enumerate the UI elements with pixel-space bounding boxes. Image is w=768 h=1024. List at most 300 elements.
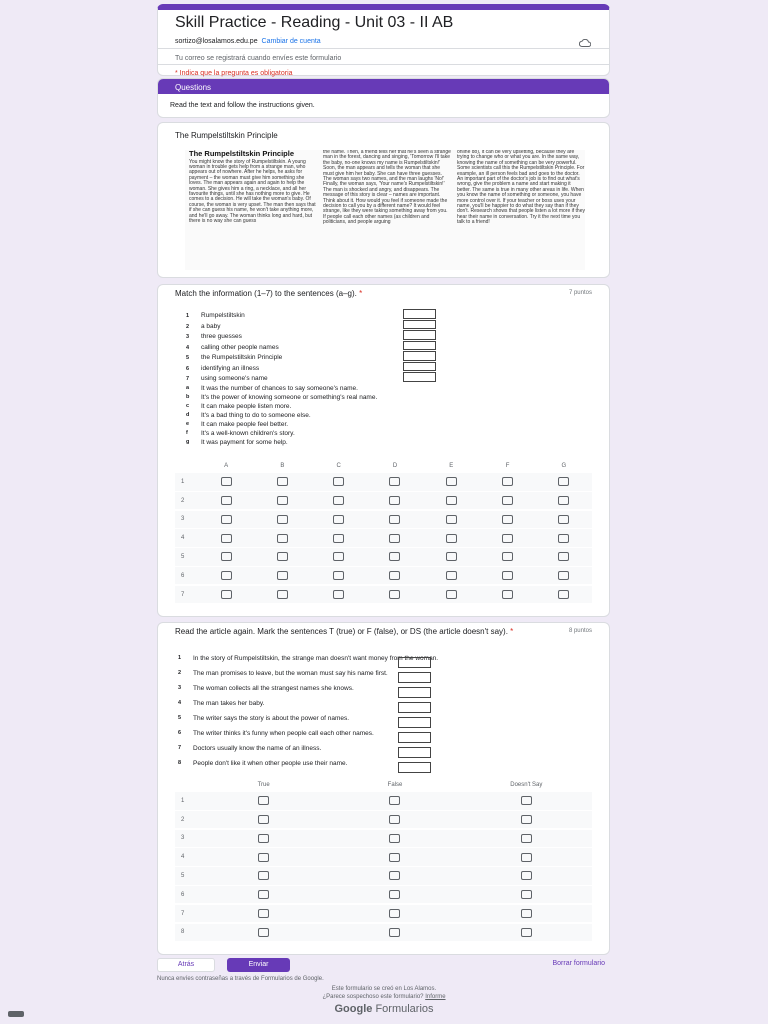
grid-cell <box>311 477 367 486</box>
grid-cell <box>423 552 479 561</box>
item-number: e <box>186 421 190 427</box>
checkbox[interactable] <box>258 928 269 937</box>
checkbox[interactable] <box>502 515 513 524</box>
grid-cell <box>254 552 310 561</box>
checkbox[interactable] <box>221 552 232 561</box>
item-number: 8 <box>178 760 182 766</box>
question-title-text: Match the information (1–7) to the sentences (a–g). <box>175 289 357 298</box>
report-abuse-icon[interactable] <box>8 1011 24 1017</box>
column-label: True <box>257 782 270 788</box>
grid-cell <box>329 815 460 824</box>
checkbox[interactable] <box>521 928 532 937</box>
grid-cell <box>423 590 479 599</box>
item-number: g <box>186 439 190 445</box>
checkbox[interactable] <box>258 853 269 862</box>
grid-cell <box>254 590 310 599</box>
item-number: 1 <box>178 655 182 661</box>
answer-box <box>398 672 431 683</box>
checkbox[interactable] <box>333 496 344 505</box>
answer-box <box>403 330 436 340</box>
item-number: 7 <box>178 745 182 751</box>
question-title <box>175 289 535 299</box>
row-label: 1 <box>181 797 185 804</box>
item-text: calling other people names <box>201 343 279 351</box>
checkbox[interactable] <box>333 590 344 599</box>
checkbox[interactable] <box>389 928 400 937</box>
checkbox[interactable] <box>221 534 232 543</box>
column-label: D <box>392 463 398 469</box>
checkbox[interactable] <box>389 534 400 543</box>
grid-cell <box>254 515 310 524</box>
item-text: It was payment for some help. <box>201 439 288 446</box>
checkbox[interactable] <box>446 515 457 524</box>
article-title: The Rumpelstiltskin Principle <box>175 131 278 140</box>
grid-cell <box>329 928 460 937</box>
checkbox[interactable] <box>521 815 532 824</box>
item-number: b <box>186 394 190 400</box>
item-text: It's the power of knowing someone or something's real name. <box>201 394 378 401</box>
checkbox[interactable] <box>389 834 400 843</box>
answer-box <box>398 687 431 698</box>
answer-box <box>398 762 431 773</box>
checkbox[interactable] <box>277 534 288 543</box>
item-number: 3 <box>178 685 182 691</box>
checkbox[interactable] <box>502 534 513 543</box>
grid-row <box>175 548 592 566</box>
answer-box <box>398 717 431 728</box>
grid-cell <box>198 534 254 543</box>
checkbox[interactable] <box>221 590 232 599</box>
item-number: 6 <box>186 365 190 372</box>
grid-cell <box>479 571 535 580</box>
grid-cell <box>423 534 479 543</box>
item-text: It's a bad thing to do to someone else. <box>201 412 311 419</box>
answer-box <box>398 702 431 713</box>
checkbox[interactable] <box>446 477 457 486</box>
grid-row <box>175 473 592 491</box>
grid-cell <box>198 496 254 505</box>
grid-cell <box>367 571 423 580</box>
email-note: Tu correo se registrará cuando envíes este formulario <box>175 55 342 62</box>
checkbox[interactable] <box>258 871 269 880</box>
answer-box <box>398 657 431 668</box>
switch-account-link[interactable]: Cambiar de cuenta <box>261 38 321 45</box>
checkbox[interactable] <box>333 477 344 486</box>
checkbox[interactable] <box>521 834 532 843</box>
checkbox[interactable] <box>389 590 400 599</box>
checkbox[interactable] <box>502 477 513 486</box>
item-text: People don't like it when other people use their name. <box>193 760 348 767</box>
checkbox[interactable] <box>333 534 344 543</box>
grid-cell <box>329 871 460 880</box>
grid-cell <box>311 552 367 561</box>
grid-cell <box>536 477 592 486</box>
grid-cell <box>423 515 479 524</box>
item-number: f <box>186 430 188 436</box>
grid-cell <box>198 834 329 843</box>
item-text: Rumpelstiltskin <box>201 312 245 319</box>
grid-row <box>175 867 592 885</box>
checkbox[interactable] <box>521 871 532 880</box>
checkbox[interactable] <box>558 571 569 580</box>
grid-cell <box>536 515 592 524</box>
checkbox[interactable] <box>521 909 532 918</box>
checkbox[interactable] <box>333 515 344 524</box>
checkbox[interactable] <box>333 552 344 561</box>
checkbox[interactable] <box>446 534 457 543</box>
item-text: The writer thinks it's funny when people call each other names. <box>193 730 374 737</box>
grid-row <box>175 511 592 529</box>
grid-cell <box>198 909 329 918</box>
item-text: Doctors usually know the name of an illness. <box>193 745 322 752</box>
list-item <box>186 430 456 437</box>
checkbox[interactable] <box>277 590 288 599</box>
row-label: 3 <box>181 835 185 842</box>
item-number: 4 <box>186 344 190 351</box>
list-item <box>186 403 456 410</box>
checkbox[interactable] <box>558 534 569 543</box>
grid-cell <box>536 534 592 543</box>
grid-cell <box>461 853 592 862</box>
checkbox[interactable] <box>446 590 457 599</box>
item-text: It can make people feel better. <box>201 421 289 428</box>
grid-cell <box>367 515 423 524</box>
list-item <box>186 385 456 392</box>
row-label: 4 <box>181 854 185 861</box>
item-text: using someone's name <box>201 375 268 382</box>
checkbox[interactable] <box>333 571 344 580</box>
item-text: The writer says the story is about the power of names. <box>193 715 350 722</box>
item-text: three guesses <box>201 333 242 340</box>
row-label: 8 <box>181 929 185 936</box>
item-text: It's a well-known children's story. <box>201 430 295 437</box>
item-text: the Rumpelstiltskin Principle <box>201 354 283 361</box>
checkbox[interactable] <box>521 796 532 805</box>
footer-info <box>0 985 768 1001</box>
brand-forms: Formularios <box>375 1003 434 1015</box>
checkbox[interactable] <box>277 571 288 580</box>
grid-cell <box>423 571 479 580</box>
checkbox[interactable] <box>446 571 457 580</box>
grid-row <box>175 792 592 810</box>
checkbox[interactable] <box>221 477 232 486</box>
item-number: 2 <box>186 323 190 330</box>
grid-cell <box>367 552 423 561</box>
item-number: a <box>186 385 190 391</box>
question-title <box>175 627 535 637</box>
grid-cell <box>311 534 367 543</box>
grid-header <box>175 778 592 792</box>
row-label: 1 <box>181 478 185 485</box>
row-label: 4 <box>181 535 185 542</box>
answer-box <box>403 362 436 372</box>
grid-cell <box>461 871 592 880</box>
grid-cell <box>311 496 367 505</box>
send-button[interactable]: Enviar <box>227 958 290 972</box>
grid-cell <box>254 477 310 486</box>
checkbox[interactable] <box>558 477 569 486</box>
row-label: 2 <box>181 497 185 504</box>
row-label: 5 <box>181 553 185 560</box>
grid-cell <box>254 571 310 580</box>
grid-cell <box>536 571 592 580</box>
answer-box <box>398 732 431 743</box>
checkbox[interactable] <box>258 815 269 824</box>
grid-cell <box>198 571 254 580</box>
grid-cell <box>461 796 592 805</box>
item-text: The woman collects all the strangest names she knows. <box>193 685 354 692</box>
checkbox[interactable] <box>446 552 457 561</box>
cloud-save-icon <box>579 39 591 47</box>
item-number: 6 <box>178 730 182 736</box>
checkbox[interactable] <box>277 496 288 505</box>
item-text: a baby <box>201 322 221 330</box>
answer-box <box>403 309 436 319</box>
choice-grid <box>175 778 592 942</box>
question-truefalse-card <box>157 622 610 955</box>
section-card <box>157 78 610 118</box>
grid-cell <box>479 552 535 561</box>
checkbox[interactable] <box>258 796 269 805</box>
grid-cell <box>423 496 479 505</box>
required-asterisk: * <box>359 289 363 298</box>
checkbox[interactable] <box>389 477 400 486</box>
item-text: The man promises to leave, but the woman must say his name first. <box>193 670 388 677</box>
brand-google: Google <box>334 1003 373 1015</box>
item-number: 5 <box>178 715 182 721</box>
grid-cell <box>311 590 367 599</box>
section-title: Questions <box>158 79 609 94</box>
checkbox[interactable] <box>502 496 513 505</box>
grid-cell <box>367 590 423 599</box>
grid-cell <box>329 796 460 805</box>
article-heading: The Rumpelstiltskin Principle <box>189 150 295 158</box>
row-label: 5 <box>181 872 185 879</box>
item-number: 1 <box>186 313 190 319</box>
checkbox[interactable] <box>558 515 569 524</box>
suspicious-row <box>0 993 768 1001</box>
grid-row <box>175 905 592 923</box>
question-title-text: Read the article again. Mark the sentences T (true) or F (false), or DS (the article doesn't say). <box>175 627 508 636</box>
grid-cell <box>479 534 535 543</box>
list-item <box>186 421 456 428</box>
item-number: 7 <box>186 376 190 382</box>
checkbox[interactable] <box>221 515 232 524</box>
suspicious-text: ¿Parece sospechoso este formulario? <box>322 994 424 1000</box>
grid-row <box>175 886 592 904</box>
google-forms-logo <box>0 1003 768 1015</box>
grid-cell <box>461 890 592 899</box>
article-text-1: You might know the story of Rumpelstiltskin. A young woman in trouble gets help from a strange man, who appears out of nowhere. After he helps, he asks for payment – the woman must give him something she loves. The man appears again and again to help the woman. She gives him a ring, a necklace, and all her favourite things, until she has nothing more to give. He comes to a decision. He will take the woman's baby. Of course, the woman is very upset. The man then says that if she can guess his name, he won't take anything more, and he'll go away. The woman thinks long and hard, but there is no way she can guess <box>189 158 316 224</box>
column-label: B <box>280 463 285 469</box>
checkbox[interactable] <box>221 496 232 505</box>
grid-cell <box>198 477 254 486</box>
checkbox[interactable] <box>521 853 532 862</box>
article-text-3: online do), it can be very upsetting, because they are trying to change who or what you are. In the same way, knowing the name of something can be very powerful. Some scientists call this the Rumpelstiltskin Principle. For example, an ill person feels bad and goes to the doctor. An important part of the doctor's job is to find out what's wrong, give the problem a name and start making it better. The same is true in many other areas in life. When you know the name of something or someone, you have more control over it. If your teacher or boss uses your name, you'll be happier to do what they say than if they don't. Research shows that people listen a lot more if they hear their name in conversation. Try it the next time you talk to a friend! <box>457 150 585 226</box>
checkbox[interactable] <box>502 552 513 561</box>
item-number: d <box>186 412 190 418</box>
answer-box <box>403 341 436 351</box>
checkbox[interactable] <box>389 871 400 880</box>
grid-row <box>175 492 592 510</box>
checkbox[interactable] <box>221 571 232 580</box>
required-note: * Indica que la pregunta es obligatoria <box>175 70 293 77</box>
header-divider-2 <box>158 64 609 65</box>
report-link[interactable]: Informe <box>425 994 446 1000</box>
grid-header <box>175 459 592 473</box>
grid-cell <box>329 909 460 918</box>
item-number: 5 <box>186 355 190 361</box>
row-label: 7 <box>181 910 185 917</box>
header-divider <box>158 48 609 49</box>
grid-cell <box>461 815 592 824</box>
account-email: sortizo@losalamos.edu.pe <box>175 38 258 45</box>
checkbox[interactable] <box>389 515 400 524</box>
grid-cell <box>536 590 592 599</box>
answer-boxes <box>398 657 431 777</box>
checkbox[interactable] <box>258 890 269 899</box>
checkbox[interactable] <box>502 571 513 580</box>
checkbox[interactable] <box>389 552 400 561</box>
grid-cell <box>479 515 535 524</box>
grid-cell <box>367 496 423 505</box>
checkbox[interactable] <box>502 590 513 599</box>
answer-box <box>398 747 431 758</box>
checkbox[interactable] <box>277 552 288 561</box>
grid-cell <box>311 515 367 524</box>
column-label: A <box>224 463 229 469</box>
checkbox[interactable] <box>558 496 569 505</box>
checkbox[interactable] <box>277 515 288 524</box>
grid-cell <box>198 552 254 561</box>
row-label: 3 <box>181 516 185 523</box>
column-label: E <box>449 463 454 469</box>
question-points: 7 puntos <box>568 290 592 296</box>
grid-cell <box>479 590 535 599</box>
article-column-2 <box>323 150 451 268</box>
question-points: 8 puntos <box>568 628 592 634</box>
article-column-3 <box>457 150 585 268</box>
item-number: 3 <box>186 334 190 340</box>
grid-cell <box>198 871 329 880</box>
form-actions <box>157 958 610 972</box>
answer-boxes <box>403 309 436 383</box>
grid-cell <box>254 496 310 505</box>
checkbox[interactable] <box>389 890 400 899</box>
grid-cell <box>198 515 254 524</box>
checkbox[interactable] <box>389 815 400 824</box>
column-label: C <box>336 463 341 469</box>
article-card <box>157 122 610 278</box>
article-column-1 <box>189 150 317 268</box>
created-note: Este formulario se creó en Los Alamos. <box>331 986 437 992</box>
clear-form-button[interactable]: Borrar formulario <box>552 960 605 967</box>
list-item <box>186 394 456 401</box>
grid-cell <box>198 928 329 937</box>
answer-box <box>403 351 436 361</box>
grid-cell <box>198 890 329 899</box>
choice-grid <box>175 459 592 605</box>
checkbox[interactable] <box>277 477 288 486</box>
column-label: False <box>387 782 403 788</box>
grid-cell <box>536 552 592 561</box>
checkbox[interactable] <box>558 590 569 599</box>
row-label: 7 <box>181 591 185 598</box>
checkbox[interactable] <box>446 496 457 505</box>
grid-row <box>175 586 592 604</box>
grid-row <box>175 811 592 829</box>
checkbox[interactable] <box>389 909 400 918</box>
form-header-card <box>157 4 610 76</box>
item-text: identifying an illness <box>201 364 260 372</box>
grid-cell <box>254 534 310 543</box>
checkbox[interactable] <box>389 853 400 862</box>
grid-cell <box>536 496 592 505</box>
list-item <box>186 412 456 419</box>
grid-cell <box>461 928 592 937</box>
question-match-card <box>157 284 610 617</box>
item-text: The man takes her baby. <box>193 700 265 707</box>
account-row <box>175 38 321 45</box>
grid-cell <box>367 534 423 543</box>
grid-row <box>175 529 592 547</box>
grid-cell <box>367 477 423 486</box>
column-label: G <box>561 463 567 469</box>
grid-row <box>175 830 592 848</box>
checkbox[interactable] <box>258 909 269 918</box>
grid-cell <box>329 890 460 899</box>
grid-cell <box>198 815 329 824</box>
grid-row <box>175 567 592 585</box>
item-number: 4 <box>178 700 182 706</box>
checkbox[interactable] <box>258 834 269 843</box>
password-warning: Nunca envíes contraseñas a través de Formularios de Google. <box>157 976 324 982</box>
answer-box <box>403 320 436 330</box>
grid-cell <box>311 571 367 580</box>
answer-box <box>403 372 436 382</box>
grid-cell <box>198 853 329 862</box>
checkbox[interactable] <box>389 496 400 505</box>
row-label: 6 <box>181 891 185 898</box>
item-text: It was the number of chances to say someone's name. <box>201 385 358 392</box>
grid-cell <box>461 909 592 918</box>
column-label: F <box>505 463 510 469</box>
list-item <box>186 439 456 446</box>
grid-cell <box>329 853 460 862</box>
grid-cell <box>198 796 329 805</box>
checkbox[interactable] <box>389 796 400 805</box>
item-text: It can make people listen more. <box>201 403 292 410</box>
back-button[interactable]: Atrás <box>157 958 215 972</box>
checkbox[interactable] <box>389 571 400 580</box>
grid-row <box>175 848 592 866</box>
sentence-list <box>186 385 456 448</box>
grid-cell <box>479 477 535 486</box>
article-text-2: the name. Then, a friend tells her that he's seen a strange man in the forest, dancing and singing, 'Tomorrow I'll take the baby, no-one knows my name is Rumpelstiltskin!' Soon, the man appears and tells the woman that she must give him her baby. She can have three guesses. The woman says two names, and the man laughs 'No!' Finally, the woman says, 'Your name's Rumpelstiltskin!' The man is shocked and angry, and disappears. The message of this story is clear – names are important. Think about it. How would you feel if someone made the decision to call you by a different name? It would feel strange, like they were taking something away from you. If people call each other names (as children and politicians, and people arguing <box>323 150 451 226</box>
item-text: In the story of Rumpelstiltskin, the strange man doesn't want money from the woman. <box>193 655 439 662</box>
form-title: Skill Practice - Reading - Unit 03 - II AB <box>175 14 454 31</box>
article-image <box>185 150 585 270</box>
grid-row <box>175 924 592 942</box>
row-label: 2 <box>181 816 185 823</box>
grid-cell <box>198 590 254 599</box>
checkbox[interactable] <box>521 890 532 899</box>
column-label: Doesn't Say <box>510 782 543 788</box>
item-number: 2 <box>178 670 182 676</box>
grid-cell <box>479 496 535 505</box>
required-asterisk: * <box>510 627 514 636</box>
checkbox[interactable] <box>558 552 569 561</box>
